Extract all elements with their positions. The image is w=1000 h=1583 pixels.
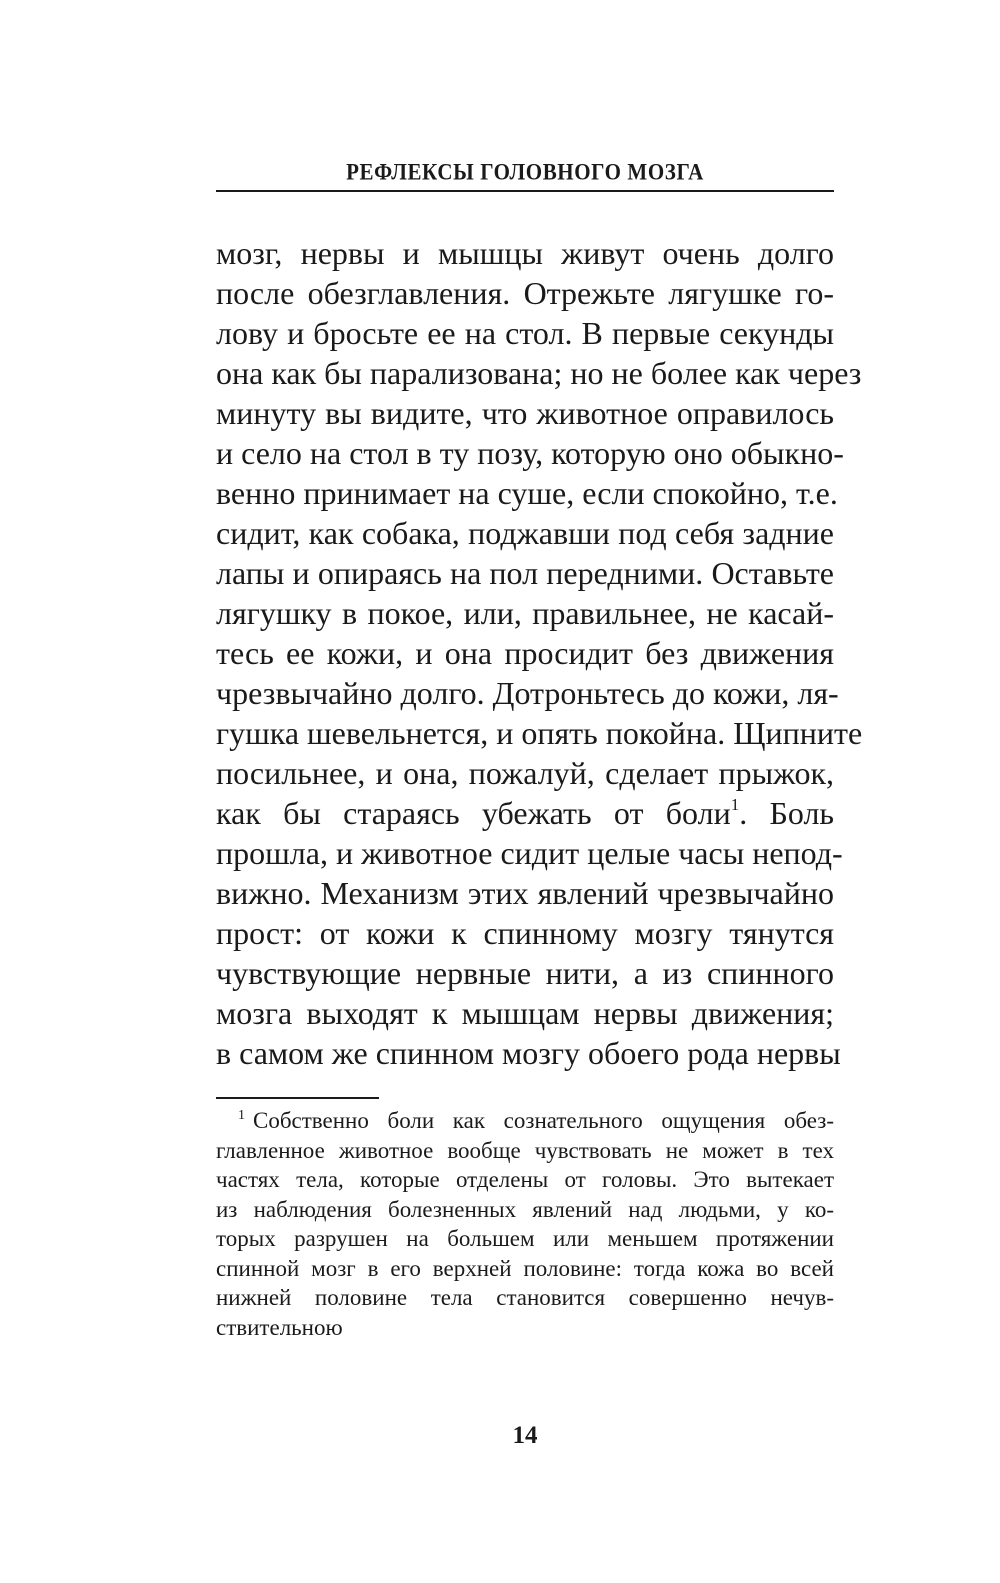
body-line: лапы и опираясь на пол передними. Оставьте [216,555,834,591]
body-line: прост: от кожи к спинному мозгу тянутся [216,915,834,951]
body-line-with-footnote-ref [216,793,834,833]
footnote-line: торых разрушен на большем или меньшем протяжении [216,1226,834,1251]
footnote-rule [216,1097,379,1099]
header-rule [216,190,834,192]
body-line: мозга выходят к мышцам нервы движения; [216,995,834,1031]
footnote-text: Собственно боли как сознательного ощущения обез- [253,1108,834,1133]
body-line: мозг, нервы и мышцы живут очень долго [216,235,834,271]
body-line: гушка шевельнется, и опять покойна. Щипните [216,715,863,751]
body-line: чувствующие нервные нити, а из спинного [216,955,834,991]
footnote-line: нижней половине тела становится совершенно нечув- [216,1285,834,1310]
body-line: лову и бросьте ее на стол. В первые секунды [216,315,834,351]
body-line: прошла, и животное сидит целые часы непод- [216,835,843,871]
footnote-mark: 1 [238,1108,245,1123]
footnote-line: ствительною [216,1314,343,1340]
body-line: в самом же спинном мозгу обоего рода нервы [216,1035,841,1071]
body-line: она как бы парализована; но не более как через [216,355,862,391]
body-line: чрезвычайно долго. Дотроньтесь до кожи, ля- [216,675,839,711]
footnote-reference[interactable]: 1 [730,795,740,814]
footnote-line [216,1106,834,1136]
footnote-line: из наблюдения болезненных явлений над людьми, у ко- [216,1196,834,1222]
body-line: вижно. Механизм этих явлений чрезвычайно [216,875,834,911]
footnote-line: главленное животное вообще чувствовать не может в тех [216,1137,834,1163]
body-line: посильнее, и она, пожалуй, сделает прыжок, [216,755,834,791]
body-line: и село на стол в ту позу, которую оно обыкно- [216,435,844,471]
body-line: венно принимает на суше, если спокойно, т.е. [216,475,838,511]
footnote [216,1106,834,1342]
body-text-fragment: как бы стараясь убежать от боли [216,795,731,831]
footnote-line: спинной мозг в его верхней половине: тогда кожа во всей [216,1255,834,1281]
body-text-fragment: . Боль [739,795,835,831]
body-line: сидит, как собака, поджавши под себя задние [216,515,834,551]
body-line: лягушку в покое, или, правильнее, не касай- [216,595,834,631]
body-line: тесь ее кожи, и она просидит без движения [216,635,834,671]
body-text [216,233,863,1073]
running-head-title: РЕФЛЕКСЫ ГОЛОВНОГО МОЗГА [346,158,704,185]
body-line: после обезглавления. Отрежьте лягушке го- [216,275,834,311]
footnote-line: частях тела, которые отделены от головы. Это вытекает [216,1167,834,1192]
body-line: минуту вы видите, что животное оправилось [216,395,834,431]
page-number: 14 [512,1422,538,1449]
